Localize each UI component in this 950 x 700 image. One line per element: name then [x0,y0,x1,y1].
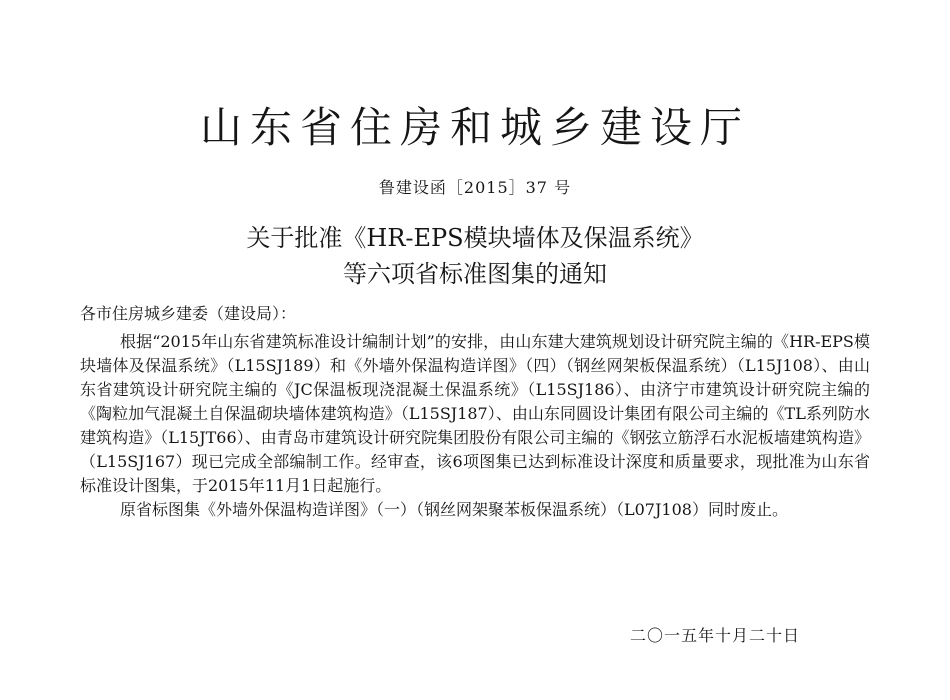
notice-body [80,330,870,522]
addressee: 各市住房城乡建委（建设局）： [80,304,297,323]
issuing-agency-heading: 山东省住房和城乡建设厅 [199,103,750,152]
notice-title [0,220,950,292]
document-number: 鲁建设函［2015］37 号 [378,178,572,197]
issue-date: 二〇一五年十月二十日 [629,626,800,645]
body-paragraph-approval: 根据“2015年山东省建筑标准设计编制计划”的安排，由山东建大建筑规划设计研究院主编的《HR-EPS模块墙体及保温系统》（L15SJ189）和《外墙外保温构造详图》（四）（钢丝网架板保温系统）（L15J108）、由山东省建筑设计研究院主编的《JC保温板现浇混凝土保温系统》（L15SJ186）、由济宁市建筑设计研究院主编的《陶粒加气混凝土自保温砌块墙体建筑构造》（L15SJ187）、由山东同圆设计集团有限公司主编的《TL系列防水建筑构造》（L15JT66）、由青岛市建筑设计研究院集团股份有限公司主编的《钢弦立筋浮石水泥板墙建筑构造》（L15SJ167）现已完成全部编制工作。经审查，该6项图集已达到标准设计深度和质量要求，现批准为山东省标准设计图集，于2015年11月1日起施行。 [80,332,870,495]
body-paragraph-repeal: 原省标图集《外墙外保温构造详图》（一）（钢丝网架聚苯板保温系统）（L07J108）同时废止。 [120,500,788,519]
notice-title-line-2: 等六项省标准图集的通知 [343,260,607,288]
notice-title-line-1: 关于批准《HR-EPS模块墙体及保温系统》 [246,224,704,252]
